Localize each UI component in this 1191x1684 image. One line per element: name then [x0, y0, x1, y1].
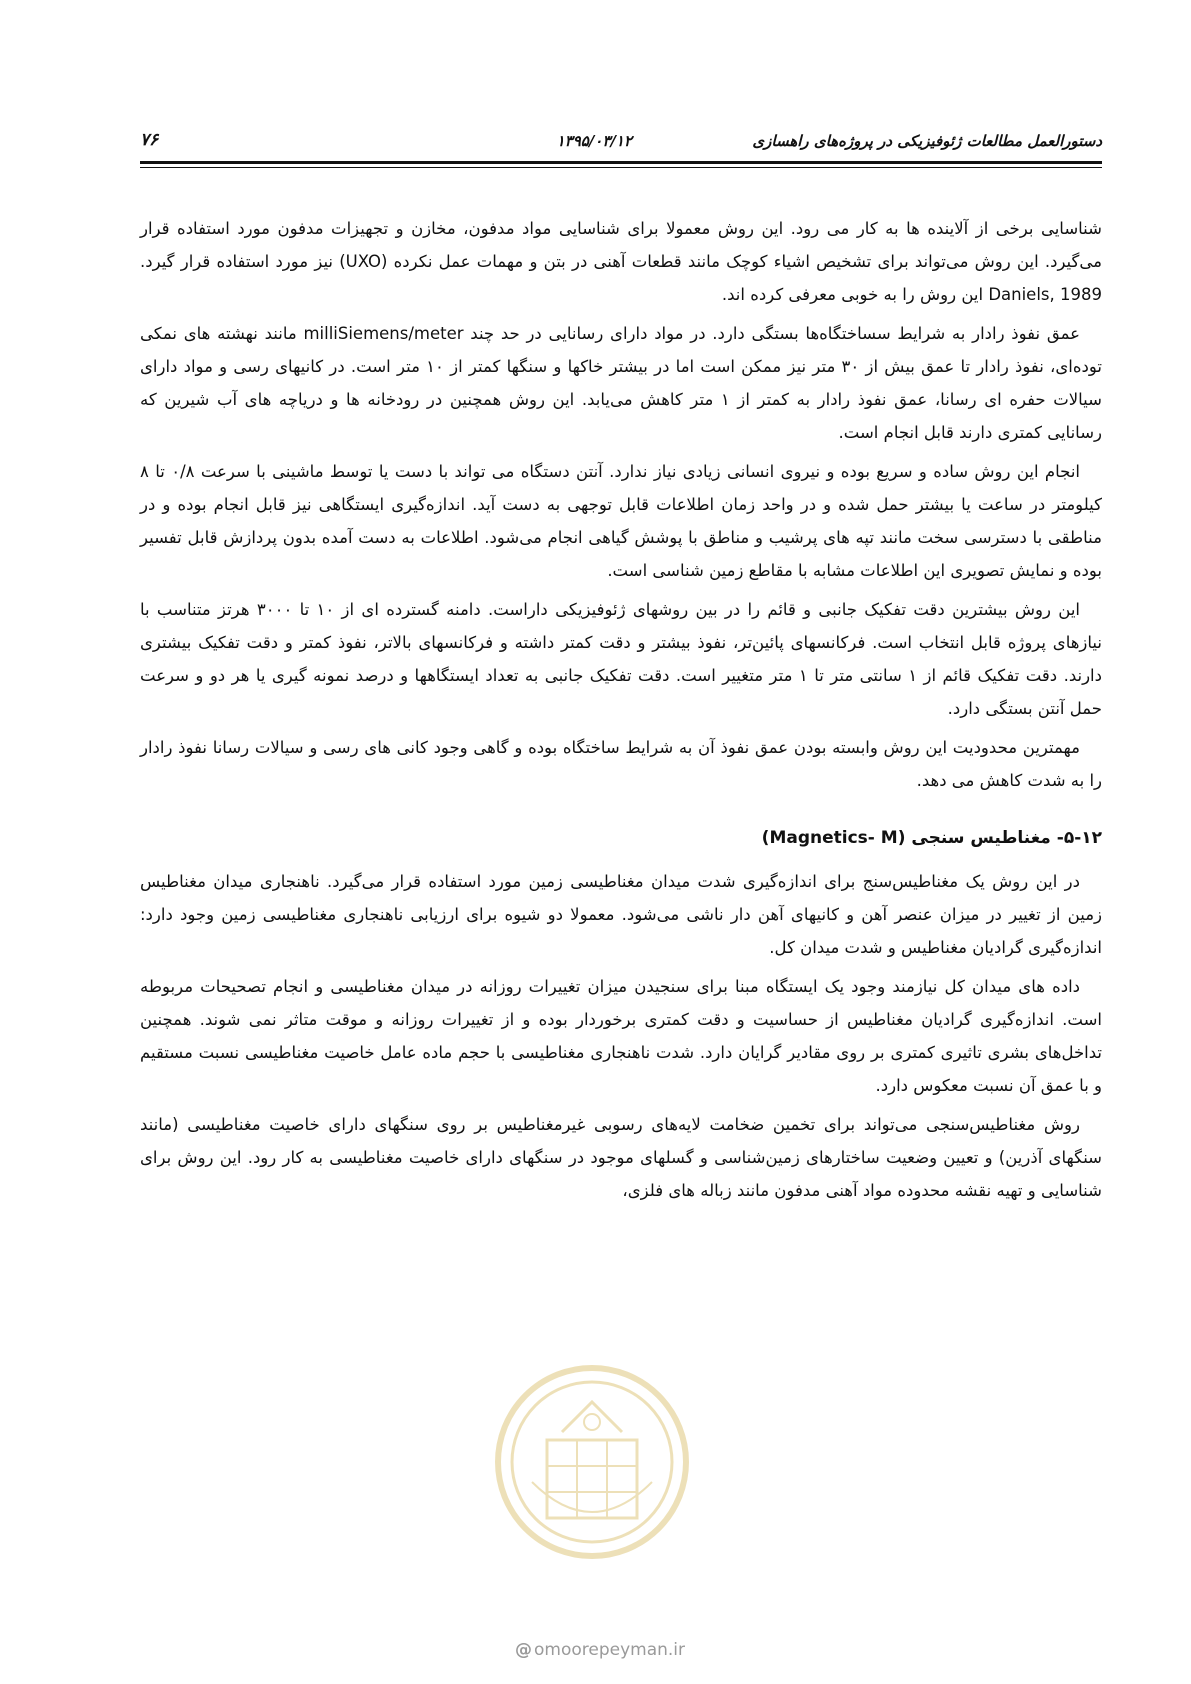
paragraph: روش مغناطیس‌سنجی می‌تواند برای تخمین ضخامت لایه‌های رسوبی غیرمغناطیس بر روی سنگهای دارای خاصیت مغناطیسی (مانند سنگهای آذرین) و تعیین وضعیت ساختارهای زمین‌شناسی و گسلهای موجود در سنگهای دارای خاصیت مغناطیسی به کار رود. این روش برای شناسایی و تهیه نقشه محدوده مواد آهنی مدفون مانند زباله های فلزی، — [140, 1115, 1102, 1200]
paragraph: در این روش یک مغناطیس‌سنج برای اندازه‌گیری شدت میدان مغناطیسی زمین مورد استفاده قرار می‌گیرد. ناهنجاری میدان مغناطیس زمین از تغییر در میزان عنصر آهن و کانیهای آهن دار ناشی می‌شود. معمولا دو شیوه برای ارزیابی ناهنجاری مغناطیسی زمین وجود دارد: اندازه‌گیری گرادیان مغناطیس و شدت میدان کل. — [140, 872, 1102, 957]
header-rule-thin — [140, 167, 1102, 168]
header-title: دستورالعمل مطالعات ژئوفیزیکی در پروژه‌های راهسازی — [752, 132, 1102, 150]
paragraph: انجام این روش ساده و سریع بوده و نیروی انسانی زیادی نیاز ندارد. آنتن دستگاه می تواند با دست یا توسط ماشینی با سرعت ۰/۸ تا ۸ کیلومتر در ساعت یا بیشتر حمل شده و در واحد زمان اطلاعات قابل توجهی به دست آید. اندازه‌گیری ایستگاهی نیز قابل انجام بوده و در مناطقی با دسترسی سخت مانند تپه های پرشیب و مناطق با پوشش گیاهی انجام می‌شود. اطلاعات به دست آمده بدون پردازش قابل تفسیر بوده و نمایش تصویری این اطلاعات مشابه با مقاطع زمین شناسی است. — [140, 462, 1102, 580]
paragraph: داده های میدان کل نیازمند وجود یک ایستگاه مبنا برای سنجیدن میزان تغییرات روزانه در میدان مغناطیسی و انجام تصحیحات مربوطه است. اندازه‌گیری گرادیان مغناطیس از حساسیت و دقت کمتری برخوردار بوده و از تغییرات روزانه و موقت متاثر نمی شوند. همچنین تداخل‌های بشری تاثیری کمتری بر روی مقادیر گرایان دارد. شدت ناهنجاری مغناطیسی با حجم ماده عامل خاصیت مغناطیسی نسبت مستقیم و با عمق آن نسبت معکوس دارد. — [140, 977, 1102, 1095]
paragraph: این روش بیشترین دقت تفکیک جانبی و قائم را در بین روشهای ژئوفیزیکی داراست. دامنه گسترده ای از ۱۰ تا ۳۰۰۰ هرتز متناسب با نیازهای پروژه قابل انتخاب است. فرکانسهای پائین‌تر، نفوذ بیشتر و دقت کمتر داشته و فرکانسهای بالاتر، نفوذ کمتر و دقت تفکیک بیشتری دارند. دقت تفکیک قائم از ۱ سانتی متر تا ۱ متر متغییر است. دقت تفکیک جانبی به تعداد ایستگاهها و درصد نمونه گیری یا هر دو و سرعت حمل آنتن بستگی دارد. — [140, 600, 1102, 718]
page-number: ۷۶ — [140, 130, 159, 150]
paragraph: مهمترین محدودیت این روش وابسته بودن عمق نفوذ آن به شرایط ساختگاه بوده و گاهی وجود کانی های رسی و سیالات رسانا نفوذ رادار را به شدت کاهش می دهد. — [140, 738, 1102, 790]
header-date: ۱۳۹۵/۰۳/۱۲ — [556, 132, 632, 150]
running-header — [140, 128, 1102, 162]
at-symbol: @ — [514, 1640, 532, 1660]
watermark-site-name: omoorepeyman.ir — [533, 1640, 686, 1660]
watermark-site — [490, 1640, 710, 1660]
section-heading: ۵-۱۲- مغناطیس سنجی (Magnetics- M) — [761, 828, 1102, 848]
paragraph: عمق نفوذ رادار به شرایط سساختگاه‌ها بستگی دارد. در مواد دارای رسانایی در حد چند milliSiemens/meter مانند نهشته های نمکی توده‌ای، نفوذ رادار تا عمق بیش از ۳۰ متر نیز ممکن است اما در بیشتر خاکها و سنگها کمتر از ۱۰ متر است. در کانیهای رسی و مواد دارای سیالات حفره ای رسانا، عمق نفوذ رادار به کمتر از ۱ متر کاهش می‌یابد. این روش همچنین در رودخانه ها و دریاچه های آب شیرین که رسانایی کمتری دارند قابل انجام است. — [140, 324, 1102, 442]
body-text — [140, 212, 1102, 1213]
header-rule-thick — [140, 161, 1102, 164]
watermark-seal-icon — [492, 1362, 692, 1562]
paragraph: شناسایی برخی از آلاینده ها به کار می رود. این روش معمولا برای شناسایی مواد مدفون، مخازن و تجهیزات مدفون مورد استفاده قرار می‌گیرد. این روش می‌تواند برای تشخیص اشیاء کوچک مانند قطعات آهنی در بتن و مهمات عمل نکرده (UXO) نیز مورد استفاده قرار گیرد. Daniels, 1989 این روش را به خوبی معرفی کرده اند. — [140, 219, 1102, 304]
